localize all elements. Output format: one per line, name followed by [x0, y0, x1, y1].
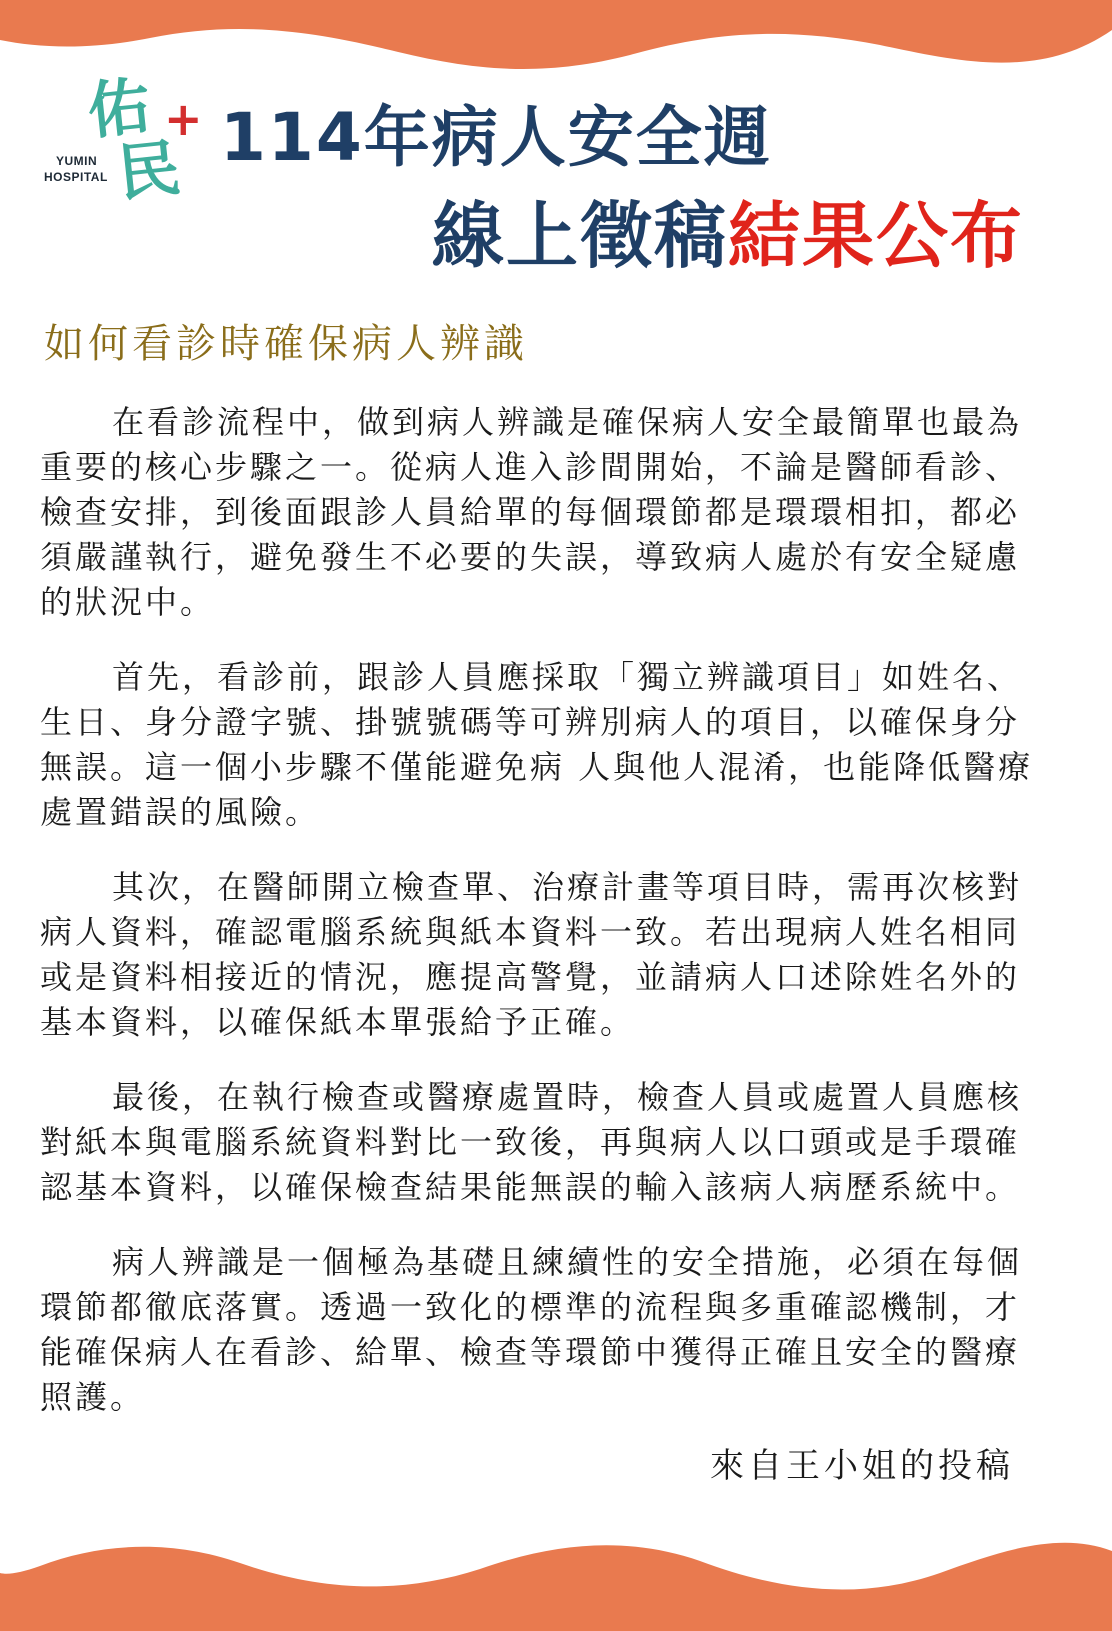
bottom-wave-shape [0, 1543, 1112, 1631]
logo-character-min: 民 [114, 130, 184, 211]
top-wave-shape [0, 0, 1112, 69]
article-paragraph-3: 其次，在醫師開立檢查單、治療計畫等項目時，需再次核對病人資料，確認電腦系統與紙本資料一致。若出現病人姓名相同或是資料相接近的情況，應提高警覺，並請病人口述除姓名外的基本資料，以確保紙本單張給予正確。 [40, 868, 1023, 1041]
page-title-line1: 114年病人安全週 [220, 99, 772, 176]
article-paragraph-2: 首先，看診前，跟診人員應採取「獨立辨識項目」如姓名、生日、身分證字號、掛號號碼等可辨別病人的項目，以確保身分無誤。這一個小步驟不僅能避免病 人與他人混淆，也能降低醫療處置錯誤的風險。 [40, 658, 1034, 831]
article-signature: 來自王小姐的投稿 [710, 1446, 1014, 1486]
article-paragraph-5: 病人辨識是一個極為基礎且練續性的安全措施，必須在每個環節都徹底落實。透過一致化的標準的流程與多重確認機制，才能確保病人在看診、給單、檢查等環節中獲得正確且安全的醫療照護。 [40, 1243, 1023, 1416]
article-paragraph-1: 在看診流程中，做到病人辨識是確保病人安全最簡單也最為重要的核心步驟之一。從病人進入診間開始，不論是醫師看診、檢查安排，到後面跟診人員給單的每個環節都是環環相扣，都必須嚴謹執行，避免發生不必要的失誤，導致病人處於有安全疑慮的狀況中。 [40, 403, 1023, 621]
article-heading: 如何看診時確保病人辨識 [44, 321, 528, 367]
logo-english-hospital: HOSPITAL [44, 170, 108, 184]
hospital-logo [40, 68, 210, 228]
article-body [40, 400, 1040, 1450]
article-paragraph-4: 最後，在執行檢查或醫療處置時，檢查人員或處置人員應核對紙本與電腦系統資料對比一致後，再與病人以口頭或是手環確認基本資料，以確保檢查結果能無誤的輸入該病人病歷系統中。 [40, 1078, 1023, 1206]
bottom-wave-decoration [0, 1521, 1112, 1631]
page-title-line2 [432, 194, 1025, 278]
title-online-submission: 線上徵稿 [432, 194, 729, 278]
title-results-announced: 結果公布 [728, 194, 1025, 278]
logo-cross-icon: + [164, 92, 203, 146]
logo-character-you: 佑 [84, 68, 154, 149]
logo-english-name: YUMIN [56, 154, 98, 168]
